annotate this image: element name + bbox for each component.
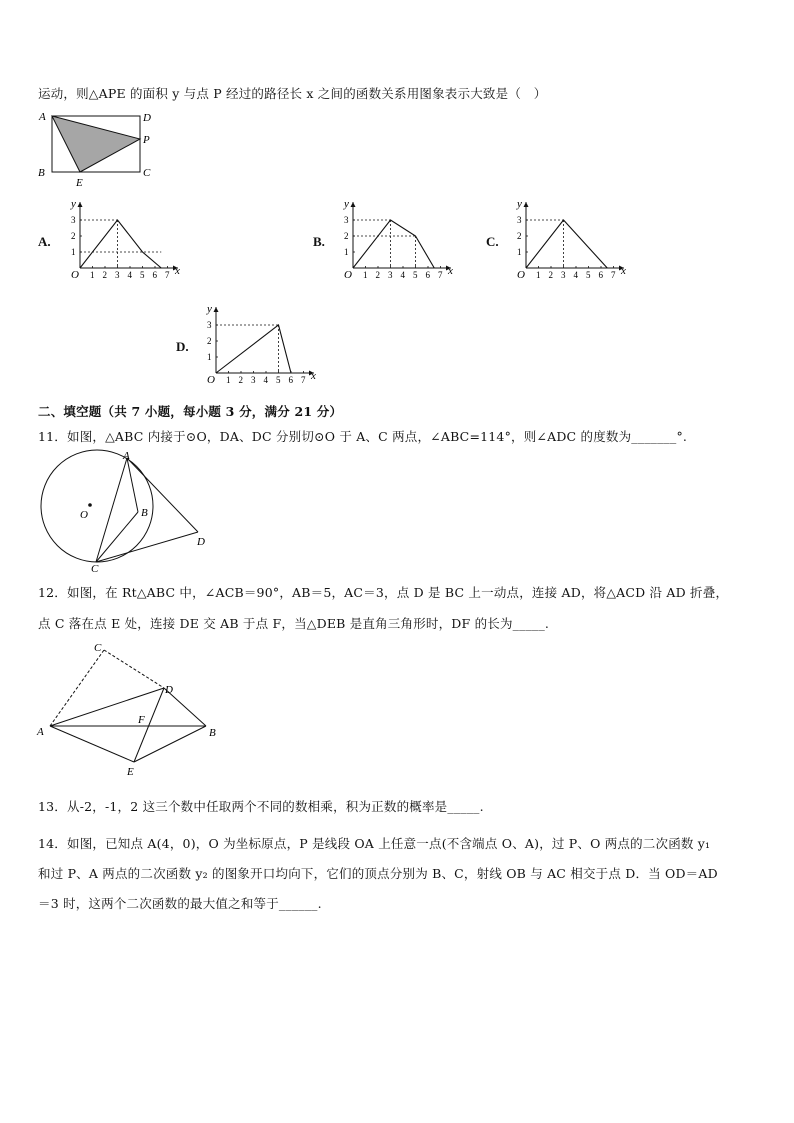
- q11-stem: 11．如图，△ABC 内接于⊙O，DA、DC 分别切⊙O 于 A、C 两点，∠ABC=114°，则∠ADC 的度数为_______°.: [38, 429, 688, 444]
- q14-line3: ＝3 时，这两个二次函数的最大值之和等于______.: [38, 896, 322, 911]
- option-b-graph[interactable]: [335, 196, 457, 288]
- label-a: A: [37, 726, 44, 738]
- label-d: D: [197, 536, 205, 548]
- x-tick-label-4: 4: [263, 375, 268, 385]
- q10-rectangle-figure: [36, 108, 156, 188]
- label-c: C: [143, 167, 151, 179]
- y-arrow-icon: [351, 202, 356, 207]
- x-tick-label-2: 2: [102, 270, 107, 280]
- label-b: B: [209, 727, 216, 739]
- dashed-ac: [50, 650, 104, 726]
- q10-stem: 运动，则△APE 的面积 y 与点 P 经过的路径长 x 之间的函数关系用图象表示大致是（ ）: [38, 86, 547, 101]
- q14-line1: 14．如图，已知点 A(4，0)，O 为坐标原点，P 是线段 OA 上任意一点(不含端点 O、A)，过 P、O 两点的二次函数 y₁: [38, 836, 711, 851]
- x-tick-label-7: 7: [438, 270, 443, 280]
- option-d-graph[interactable]: [198, 301, 320, 393]
- x-tick-label-1: 1: [90, 270, 95, 280]
- q12-stem-line2: 点 C 落在点 E 处，连接 DE 交 AB 于点 F，当△DEB 是直角三角形时，DF 的长为_____.: [38, 616, 550, 631]
- segment-ae: [50, 726, 134, 762]
- x-tick-label-4: 4: [400, 270, 405, 280]
- center-dot: [88, 503, 92, 507]
- q12-stem-line1: 12．如图，在 Rt△ABC 中，∠ACB＝90°，AB＝5，AC＝3，点 D 是 BC 上一动点，连接 AD，将△ACD 沿 AD 折叠，: [38, 585, 729, 600]
- label-a: A: [123, 450, 130, 462]
- x-tick-label-1: 1: [536, 270, 541, 280]
- y-arrow-icon: [78, 202, 83, 207]
- option-a-graph[interactable]: [62, 196, 184, 288]
- dashed-cd: [104, 650, 164, 688]
- label-d: D: [143, 112, 151, 124]
- label-f: F: [138, 714, 145, 726]
- option-d-label[interactable]: D.: [176, 339, 189, 354]
- x-axis-letter: x: [621, 265, 626, 277]
- y-tick-label-3: 3: [207, 320, 212, 330]
- segment-ad: [50, 688, 164, 726]
- q13-stem: 13．从-2，-1，2 这三个数中任取两个不同的数相乘，积为正数的概率是_____.: [38, 799, 484, 814]
- y-arrow-icon: [524, 202, 529, 207]
- option-a-label[interactable]: A.: [38, 234, 51, 249]
- x-axis-letter: x: [175, 265, 180, 277]
- label-c: C: [94, 642, 102, 654]
- x-tick-label-3: 3: [388, 270, 393, 280]
- x-tick-label-1: 1: [226, 375, 231, 385]
- x-tick-label-6: 6: [425, 270, 430, 280]
- option-c-label[interactable]: C.: [486, 234, 499, 249]
- x-tick-label-2: 2: [548, 270, 553, 280]
- label-b: B: [38, 167, 45, 179]
- chord-bc: [96, 512, 138, 562]
- function-line: [216, 325, 291, 373]
- y-tick-label-3: 3: [517, 215, 522, 225]
- x-tick-label-6: 6: [152, 270, 157, 280]
- q11-circle-figure: [34, 448, 214, 572]
- origin-label: O: [207, 374, 215, 386]
- chord-ac: [96, 458, 127, 562]
- x-tick-label-5: 5: [586, 270, 591, 280]
- x-tick-label-7: 7: [611, 270, 616, 280]
- origin-label: O: [71, 269, 79, 281]
- q12-fold-figure: [34, 638, 224, 780]
- x-tick-label-3: 3: [251, 375, 256, 385]
- label-d: D: [165, 684, 173, 696]
- label-b: B: [141, 507, 148, 519]
- label-c: C: [91, 563, 99, 572]
- x-axis-letter: x: [448, 265, 453, 277]
- y-tick-label-1: 1: [71, 247, 76, 257]
- x-tick-label-1: 1: [363, 270, 368, 280]
- x-tick-label-4: 4: [127, 270, 132, 280]
- option-c-graph[interactable]: [508, 196, 630, 288]
- function-line: [80, 220, 161, 268]
- x-tick-label-3: 3: [561, 270, 566, 280]
- y-tick-label-1: 1: [517, 247, 522, 257]
- x-tick-label-5: 5: [276, 375, 281, 385]
- tangent-da: [127, 458, 198, 532]
- y-tick-label-2: 2: [344, 231, 349, 241]
- x-tick-label-6: 6: [598, 270, 603, 280]
- section-heading: 二、填空题（共 7 小题，每小题 3 分，满分 21 分）: [38, 404, 343, 419]
- x-tick-label-7: 7: [301, 375, 306, 385]
- label-p: P: [143, 134, 150, 146]
- x-tick-label-6: 6: [288, 375, 293, 385]
- segment-eb: [134, 726, 206, 762]
- triangle-ape: [52, 116, 140, 172]
- x-tick-label-5: 5: [413, 270, 418, 280]
- y-tick-label-3: 3: [344, 215, 349, 225]
- y-tick-label-1: 1: [344, 247, 349, 257]
- y-tick-label-2: 2: [71, 231, 76, 241]
- label-e: E: [127, 766, 134, 778]
- x-tick-label-3: 3: [115, 270, 120, 280]
- y-tick-label-2: 2: [517, 231, 522, 241]
- q14-line2: 和过 P、A 两点的二次函数 y₂ 的图象开口均向下，它们的顶点分别为 B、C，射线 OB 与 AC 相交于点 D．当 OD＝AD: [38, 866, 718, 881]
- label-e: E: [76, 177, 83, 188]
- function-line: [353, 220, 434, 268]
- label-a: A: [39, 111, 46, 123]
- label-o: O: [80, 509, 88, 521]
- function-line: [526, 220, 607, 268]
- y-axis-letter: y: [207, 303, 212, 315]
- y-tick-label-1: 1: [207, 352, 212, 362]
- circle-o: [41, 450, 153, 562]
- x-tick-label-2: 2: [238, 375, 243, 385]
- y-tick-label-2: 2: [207, 336, 212, 346]
- origin-label: O: [517, 269, 525, 281]
- y-arrow-icon: [214, 307, 219, 312]
- option-b-label[interactable]: B.: [313, 234, 325, 249]
- tangent-dc: [96, 532, 198, 562]
- x-tick-label-2: 2: [375, 270, 380, 280]
- x-tick-label-7: 7: [165, 270, 170, 280]
- y-axis-letter: y: [517, 198, 522, 210]
- y-axis-letter: y: [71, 198, 76, 210]
- y-tick-label-3: 3: [71, 215, 76, 225]
- y-axis-letter: y: [344, 198, 349, 210]
- origin-label: O: [344, 269, 352, 281]
- x-tick-label-4: 4: [573, 270, 578, 280]
- x-axis-letter: x: [311, 370, 316, 382]
- x-tick-label-5: 5: [140, 270, 145, 280]
